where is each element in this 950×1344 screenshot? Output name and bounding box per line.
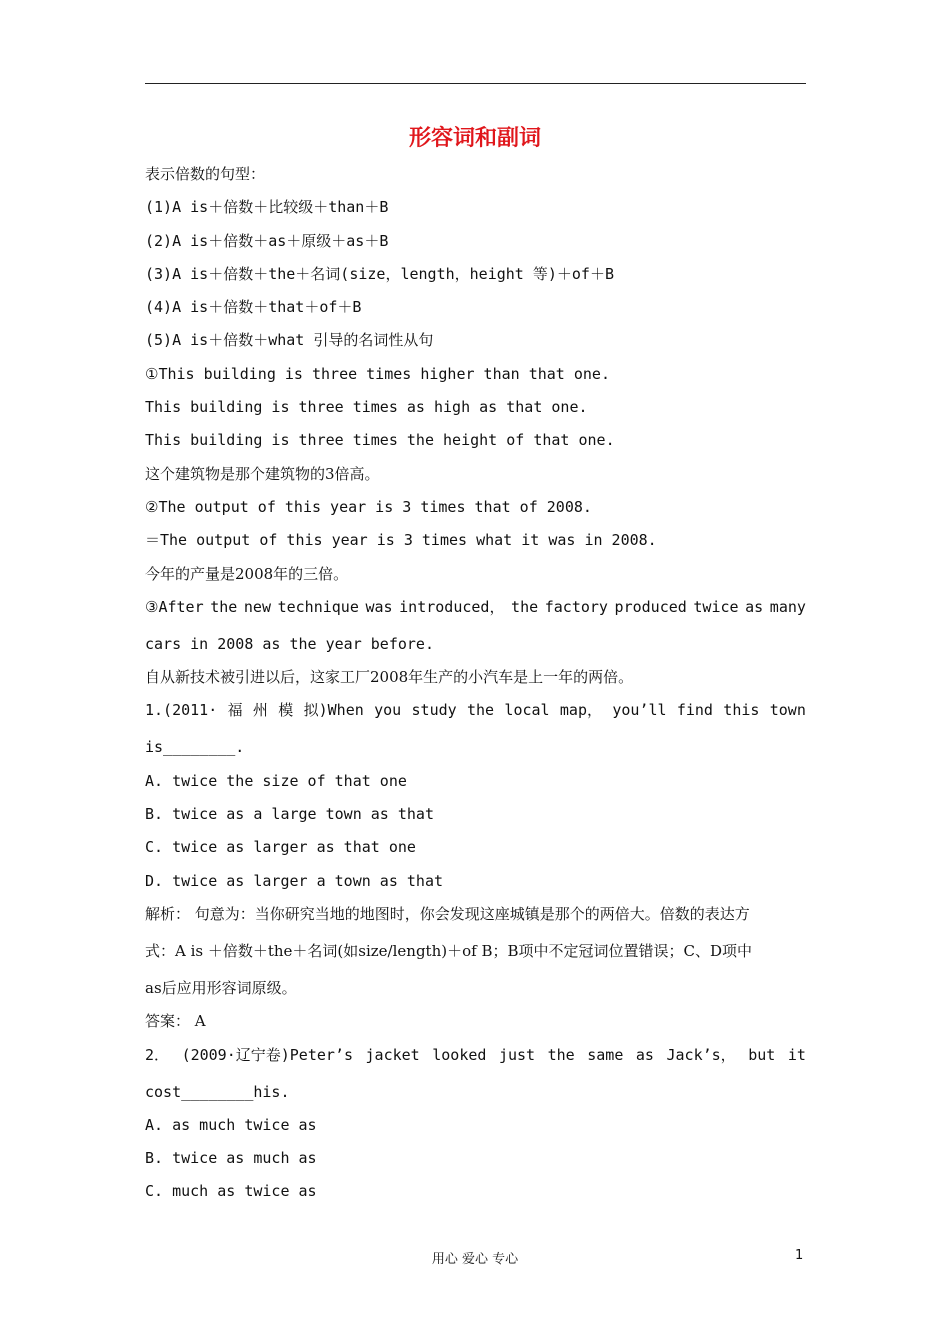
question-1-analysis: 式：A is ＋倍数＋the＋名词(如size/length)＋of B；B项中不定冠词位置错误；C、D项中 <box>145 941 752 960</box>
example-sentence: ①This building is three times higher than that one. <box>145 364 610 383</box>
example-sentence: ＝The output of this year is 3 times what it was in 2008. <box>145 531 657 550</box>
word: same <box>587 1045 624 1064</box>
word: 1.(2011· <box>145 701 218 720</box>
word: just <box>498 1045 536 1064</box>
example-sentence-continued: cars in 2008 as the year before. <box>145 634 434 653</box>
word: it <box>787 1045 806 1064</box>
word: introduced， <box>399 597 505 616</box>
word: ③After <box>145 597 204 616</box>
word: town <box>769 701 806 720</box>
pattern-item: (1)A is＋倍数＋比较级＋than＋B <box>145 198 389 217</box>
document-body <box>145 158 806 1209</box>
question-2-option: A. as much twice as <box>145 1115 317 1134</box>
word: study <box>411 701 457 720</box>
word: 拟)When <box>303 701 364 720</box>
word: 2． <box>145 1045 170 1064</box>
pattern-item: (2)A is＋倍数＋as＋原级＋as＋B <box>145 231 389 250</box>
word: (2009·辽宁卷)Peter’s <box>181 1045 353 1064</box>
example-sentence-justified <box>145 591 806 628</box>
page-number: 1 <box>795 1248 804 1263</box>
example-translation: 自从新技术被引进以后，这家工厂2008年生产的小汽车是上一年的两倍。 <box>145 668 634 687</box>
word: the <box>511 597 539 616</box>
question-2-stem <box>145 1039 806 1076</box>
word: factory <box>544 597 608 616</box>
question-1-analysis: as后应用形容词原级。 <box>145 978 297 997</box>
word: 模 <box>278 701 294 720</box>
question-1-stem <box>145 694 806 731</box>
word: the <box>547 1045 575 1064</box>
word: produced <box>614 597 687 616</box>
page-title: 形容词和副词 <box>408 126 541 151</box>
word: new <box>243 597 271 616</box>
word: was <box>365 597 393 616</box>
example-translation: 今年的产量是2008年的三倍。 <box>145 564 349 583</box>
question-2-option: B. twice as much as <box>145 1149 317 1168</box>
question-1-option: C. twice as larger as that one <box>145 838 416 857</box>
example-sentence: This building is three times as high as that one. <box>145 398 588 417</box>
question-1-answer: 答案： A <box>145 1012 206 1031</box>
word: map， <box>559 701 602 720</box>
word: Jack’s， <box>666 1045 736 1064</box>
word: many <box>769 597 806 616</box>
word: jacket <box>365 1045 420 1064</box>
word: you’ll <box>612 701 667 720</box>
pattern-item: (5)A is＋倍数＋what 引导的名词性从句 <box>145 331 434 350</box>
word: local <box>504 701 550 720</box>
word: you <box>374 701 402 720</box>
question-1-stem-continued: is________. <box>145 738 245 757</box>
question-2-option: C. much as twice as <box>145 1182 317 1201</box>
question-1-option: D. twice as larger a town as that <box>145 871 444 890</box>
word: find <box>676 701 713 720</box>
word: this <box>723 701 760 720</box>
word: but <box>748 1045 776 1064</box>
page-footer: 用心 爱心 专心 <box>431 1252 519 1267</box>
word: as <box>635 1045 654 1064</box>
question-1-option: B. twice as a large town as that <box>145 805 434 824</box>
example-sentence: ②The output of this year is 3 times that of 2008. <box>145 497 592 516</box>
word: 州 <box>252 701 268 720</box>
word: the <box>467 701 495 720</box>
word: as <box>745 597 764 616</box>
pattern-item: (4)A is＋倍数＋that＋of＋B <box>145 298 362 317</box>
word: the <box>210 597 238 616</box>
word: 福 <box>227 701 243 720</box>
example-translation: 这个建筑物是那个建筑物的3倍高。 <box>145 464 380 483</box>
header-rule <box>145 83 806 84</box>
question-1-option: A. twice the size of that one <box>145 771 407 790</box>
word: technique <box>277 597 359 616</box>
question-1-analysis: 解析： 句意为：当你研究当地的地图时，你会发现这座城镇是那个的两倍大。倍数的表达方 <box>145 904 750 923</box>
example-sentence: This building is three times the height of that one. <box>145 431 615 450</box>
word: looked <box>432 1045 487 1064</box>
question-2-stem-continued: cost________his. <box>145 1082 290 1101</box>
pattern-item: (3)A is＋倍数＋the＋名词(size，length，height 等)＋of＋B <box>145 264 614 283</box>
word: twice <box>693 597 739 616</box>
patterns-heading: 表示倍数的句型： <box>145 165 266 183</box>
